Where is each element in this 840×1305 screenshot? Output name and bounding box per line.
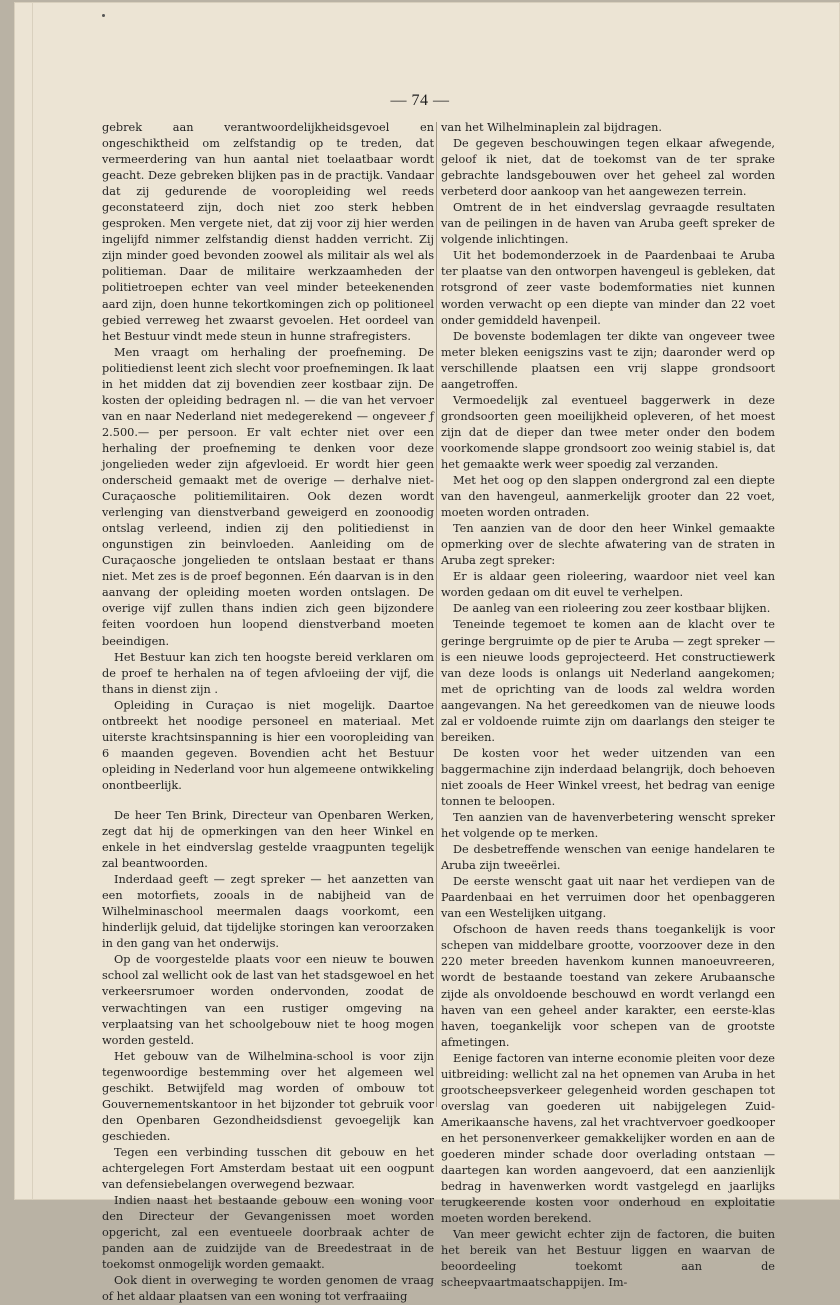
- paragraph: De aanleg van een rioleering zou zeer kostbaar blijken.: [453, 602, 771, 616]
- paragraph: Het gebouw van de Wilhelmina-school is voor zijn tegenwoordige bestemming over het algemeen wel geschikt. Betwijfeld mag worden of ombouw tot Gouvernementskantoor in het bijzonder tot gebruik voor den Openbaren Gezondheidsdienst gevoegelijk kan geschieden.: [102, 1049, 434, 1143]
- paragraph: Er is aldaar geen rioleering, waardoor niet veel kan worden gedaan om dit euvel te verhelpen.: [441, 570, 775, 600]
- page-number: — 74 —: [390, 92, 450, 109]
- paragraph: De heer Ten Brink, Directeur van Openbaren Werken, zegt dat hij de opmerkingen van den heer Winkel en enkele in het eindverslag gestelde vraagpunten tegelijk zal beantwoorden.: [102, 808, 434, 871]
- paragraph: Inderdaad geeft — zegt spreker — het aanzetten van een motorfiets, zooals in de nabijheid van de Wilhelminaschool meermalen daags voorkomt, een hinderlijk geluid, dat tijdelijke storingen kan veroorzaken in den gang van het onderwijs.: [102, 873, 434, 951]
- paragraph: Vermoedelijk zal eventueel baggerwerk in deze grondsoorten geen moeilijkheid opleveren, of het moest zijn dat de dieper dan twee meter onder den bodem voorkomende slappe grondsoort zoo weinig stabiel is, dat het gemaakte werk weer spoedig zal verzanden.: [441, 393, 775, 471]
- paragraph: Teneinde tegemoet te komen aan de klacht over te geringe bergruimte op de pier te Aruba — zegt spreker — is een nieuwe loods geprojecteerd. Het constructiewerk van deze loods is onlangs uit Nederland aangekomen; met de oprichting van de loods zal weldra worden aangevangen. Na het gereedkomen van de nieuwe loods zal er voldoende ruimte zijn om daarlangs den steiger te bereiken.: [441, 618, 775, 744]
- paragraph: Eenige factoren van interne economie pleiten voor deze uitbreiding: wellicht zal na het opnemen van Aruba in het grootscheepsverkeer gelegenheid worden geschapen tot overslag van goederen uit nabijgelegen Zuid-Amerikaansche havens, zal het vrachtvervoer goedkooper en het personenverkeer gemakkelijker worden en aan de goederen minder schade door overlading ontstaan — daartegen kan worden aangevoerd, dat een aanzienlijk bedrag in havenwerken wordt vastgelegd en jaarlijks terugkeerende kosten voor onderhoud en exploitatie moeten worden berekend.: [441, 1051, 775, 1226]
- paragraph: Uit het bodemonderzoek in de Paardenbaai te Aruba ter plaatse van den ontworpen havengeul is gebleken, dat rotsgrond of zeer vaste bodemformaties niet kunnen worden verwacht op een diepte van minder dan 22 voet onder gemiddeld havenpeil.: [441, 249, 775, 327]
- paragraph: De kosten voor het weder uitzenden van een baggermachine zijn inderdaad belangrijk, doch behoeven niet zooals de Heer Winkel vreest, het bedrag van eenige tonnen te beloopen.: [441, 746, 775, 808]
- ink-dot: [102, 14, 105, 17]
- paragraph: De desbetreffende wenschen van eenige handelaren te Aruba zijn tweeërlei.: [441, 843, 775, 873]
- paragraph: Ook dient in overweging te worden genomen de vraag of het aldaar plaatsen van een woning tot verfraaiing: [102, 1274, 434, 1304]
- paragraph: Op de voorgestelde plaats voor een nieuw te bouwen school zal wellicht ook de last van het stadsgewoel en het verkeersrumoer worden ondervonden, zoodat de verwachtingen van een rustiger omgeving na verplaatsing van het schoolgebouw niet te hoog mogen worden gesteld.: [102, 953, 434, 1047]
- left-column: [102, 120, 434, 1305]
- paragraph: Omtrent de in het eindverslag gevraagde resultaten van de peilingen in de haven van Aruba geeft spreker de volgende inlichtingen.: [441, 201, 775, 247]
- paragraph: De gegeven beschouwingen tegen elkaar afwegende, geloof ik niet, dat de toekomst van de ter sprake gebrachte landsgebouwen over het geheel zal worden verbeterd door aankoop van het aangewezen terrein.: [441, 137, 775, 199]
- column-divider: [436, 122, 437, 1107]
- paragraph: Men vraagt om herhaling der proefneming. De politiedienst leent zich slecht voor proefnemingen. Ik laat in het midden dat zij bovendien zeer kostbaar zijn. De kosten der opleiding bedragen nl. — die van het vervoer van en naar Nederland niet medegerekend — ongeveer ƒ 2.500.— per persoon. Er valt echter niet over een herhaling der proefneming te denken voor deze jongelieden weder zijn afgevloeid. Er wordt hier geen onderscheid gemaakt met de overige — derhalve niet-Curaçaosche politiemilitairen. Ook dezen wordt verlenging van dienstverband geweigerd en zoonoodig ontslag verleend, indien zij den politiedienst in ongunstigen zin beinvloeden. Aanleiding om de Curaçaosche jongelieden te ontslaan bestaat er thans niet. Met zes is de proef begonnen. Eén daarvan is in den aanvang der opleiding moeten worden ontslagen. De overige vijf zullen thans indien zich geen bijzondere feiten voordoen hun loopend dienstverband moeten beeindigen.: [102, 345, 434, 648]
- paragraph: Van meer gewicht echter zijn de factoren, die buiten het bereik van het Bestuur liggen en waarvan de beoordeeling toekomt aan de scheepvaartmaatschappijen. Im-: [441, 1228, 775, 1290]
- paragraph: Opleiding in Curaçao is niet mogelijk. Daartoe ontbreekt het noodige personeel en materiaal. Met uiterste krachtsinspanning is hier een vooropleiding van 6 maanden gegeven. Bovendien acht het Bestuur opleiding in Nederland voor hun algemeene ontwikkeling onontbeerlijk.: [102, 698, 434, 792]
- right-column: [441, 120, 775, 1291]
- paragraph: Tegen een verbinding tusschen dit gebouw en het achtergelegen Fort Amsterdam bestaat uit een oogpunt van defensiebelangen overwegend bezwaar.: [102, 1145, 434, 1192]
- paragraph: Indien naast het bestaande gebouw een woning voor den Directeur der Gevangenissen moet worden opgericht, zal een eventueele doorbraak achter de panden aan de zuidzijde van de Breedestraat in de toekomst onmogelijk worden gemaakt.: [102, 1194, 434, 1272]
- paragraph: Ten aanzien van de door den heer Winkel gemaakte opmerking over de slechte afwatering van de straten in Aruba zegt spreker:: [441, 522, 775, 568]
- paragraph: De eerste wenscht gaat uit naar het verdiepen van de Paardenbaai en het verruimen door het openbaggeren van een Westelijken uitgang.: [441, 875, 775, 921]
- paragraph: Het Bestuur kan zich ten hoogste bereid verklaren om de proef te herhalen na of tegen afvloeiing der vijf, die thans in dienst zijn .: [102, 650, 434, 696]
- paragraph: De bovenste bodemlagen ter dikte van ongeveer twee meter bleken eenigszins vast te zijn; daaronder werd op verschillende plaatsen een vrij slappe grondsoort aangetroffen.: [441, 329, 775, 391]
- paragraph: Ten aanzien van de havenverbetering wenscht spreker het volgende op te merken.: [441, 811, 775, 841]
- paragraph: Met het oog op den slappen ondergrond zal een diepte van den havengeul, aanmerkelijk grooter dan 22 voet, moeten worden ontraden.: [441, 474, 775, 520]
- paragraph: van het Wilhelminaplein zal bijdragen.: [441, 121, 663, 134]
- paragraph: Ofschoon de haven reeds thans toegankelijk is voor schepen van middelbare grootte, voorzoover deze in den 220 meter breeden havenkom kunnen manoeuvreeren, wordt de bestaande toestand van zekere Arubaansche zijde als onvoldoende beschouwd en wordt verlangd een haven van een geheel ander karakter, een eerste-klas haven, toegankelijk voor schepen van de grootste afmetingen.: [441, 923, 775, 1049]
- fold-line: [32, 2, 33, 1200]
- paragraph: gebrek aan verantwoordelijkheidsgevoel en ongeschiktheid om zelfstandig op te treden, dat vermeerdering van hun aantal niet toelaatbaar wordt geacht. Deze gebreken blijken pas in de practijk. Vandaar dat zij gedurende de vooropleiding wel reeds geconstateerd zijn, doch niet zoo sterk hebben gesproken. Men vergete niet, dat zij voor zij hier werden ingelijfd nimmer zelfstandig dienst hadden verricht. Zij zijn minder goed bevonden zoowel als militair als wel als politieman. Daar de militaire werkzaamheden der politietroepen echter van veel minder beteekenenden aard zijn, doen hunne tekortkomingen zich op politioneel gebied verreweg het zwaarst gevoelen. Het oordeel van het Bestuur vindt mede steun in hunne strafregisters.: [102, 121, 434, 343]
